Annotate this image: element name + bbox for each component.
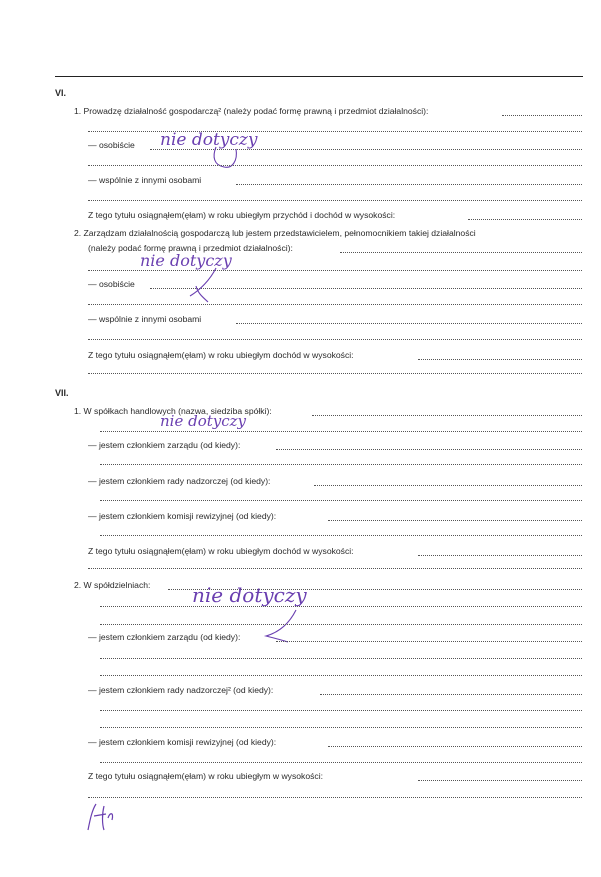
- vi-item2-joint-line[interactable]: [236, 323, 582, 324]
- vi-item2-label-line2: (należy podać formę prawną i przedmiot działalności):: [88, 243, 293, 253]
- vii-item2-line[interactable]: [100, 710, 582, 711]
- handwritten-stroke: [210, 145, 250, 175]
- section-vii-heading: VII.: [55, 388, 69, 398]
- vi-item2-line[interactable]: [88, 339, 582, 340]
- vii-item2-line[interactable]: [100, 658, 582, 659]
- vii-item2-audit-label: — jestem członkiem komisji rewizyjnej (od kiedy):: [88, 737, 277, 747]
- vii-item2-line[interactable]: [100, 675, 582, 676]
- vii-item2-supervisory-line[interactable]: [320, 694, 582, 695]
- vi-item2-line[interactable]: [88, 270, 582, 271]
- vii-item2-audit-line[interactable]: [328, 746, 582, 747]
- handwritten-stroke: [256, 608, 306, 644]
- vi-item2-joint-label: — wspólnie z innymi osobami: [88, 314, 202, 324]
- vi-item1-joint-label: — wspólnie z innymi osobami: [88, 175, 202, 185]
- vii-item2-label: 2. W spółdzielniach:: [74, 580, 151, 590]
- vii-item2-income-line[interactable]: [418, 780, 582, 781]
- vii-item1-line[interactable]: [100, 500, 582, 501]
- vii-item1-supervisory-line[interactable]: [314, 485, 582, 486]
- vi-item2-answer: nie dotyczy: [140, 251, 232, 270]
- section-vi-heading: VI.: [55, 88, 67, 98]
- vi-item2-line[interactable]: [88, 304, 582, 305]
- vii-item1-line[interactable]: [100, 431, 582, 432]
- vii-item1-line[interactable]: [100, 464, 582, 465]
- vi-item2-income-line[interactable]: [418, 359, 582, 360]
- vii-item2-line[interactable]: [100, 624, 582, 625]
- vi-item1-joint-line[interactable]: [236, 184, 582, 185]
- vii-item1-answer: nie dotyczy: [160, 412, 247, 430]
- vii-item1-audit-line[interactable]: [328, 520, 582, 521]
- vi-item2-income-label: Z tego tytułu osiągnąłem(ęłam) w roku ubiegłym dochód w wysokości:: [88, 350, 354, 360]
- vi-item2-personal-label: — osobiście: [88, 279, 135, 289]
- top-rule: [55, 76, 583, 77]
- vii-item2-answer: nie dotyczy: [192, 583, 307, 607]
- vii-item1-supervisory-label: — jestem członkiem rady nadzorczej (od kiedy):: [88, 476, 271, 486]
- vi-item1-label: 1. Prowadzę działalność gospodarczą² (należy podać formę prawną i przedmiot działalności):: [74, 106, 429, 116]
- vii-item2-line[interactable]: [88, 797, 582, 798]
- vi-item1-line[interactable]: [88, 200, 582, 201]
- vii-item2-line[interactable]: [100, 606, 582, 607]
- vi-item1-income-line[interactable]: [468, 219, 582, 220]
- vii-item1-label: 1. W spółkach handlowych (nazwa, siedziba spółki):: [74, 406, 272, 416]
- vi-item1-personal-answer: nie dotyczy: [160, 130, 258, 150]
- vi-item1-income-label: Z tego tytułu osiągnąłem(ęłam) w roku ubiegłym przychód i dochód w wysokości:: [88, 210, 396, 220]
- signature-mark: [82, 800, 122, 836]
- vii-item1-audit-label: — jestem członkiem komisji rewizyjnej (od kiedy):: [88, 511, 277, 521]
- vii-item2-line[interactable]: [100, 727, 582, 728]
- vii-item1-income-line[interactable]: [418, 555, 582, 556]
- vi-item1-personal-label: — osobiście: [88, 140, 135, 150]
- vii-item2-board-label: — jestem członkiem zarządu (od kiedy):: [88, 632, 241, 642]
- vi-item2-line[interactable]: [340, 252, 582, 253]
- vii-item2-income-label: Z tego tytułu osiągnąłem(ęłam) w roku ubiegłym w wysokości:: [88, 771, 323, 781]
- vii-item1-board-label: — jestem członkiem zarządu (od kiedy):: [88, 440, 241, 450]
- vii-item1-board-line[interactable]: [276, 449, 582, 450]
- vi-item2-label-line1: 2. Zarządzam działalnością gospodarczą lub jestem przedstawicielem, pełnomocnikiem takiej działalności: [74, 228, 476, 238]
- vii-item1-line[interactable]: [88, 568, 582, 569]
- vi-item2-line[interactable]: [88, 373, 582, 374]
- vii-item2-supervisory-label: — jestem członkiem rady nadzorczej² (od kiedy):: [88, 685, 274, 695]
- vii-item1-line[interactable]: [100, 535, 582, 536]
- handwritten-stroke: [186, 266, 226, 306]
- vii-item2-line[interactable]: [100, 762, 582, 763]
- vi-item1-line[interactable]: [88, 165, 582, 166]
- vii-item1-line[interactable]: [312, 415, 582, 416]
- vi-item1-line[interactable]: [502, 115, 582, 116]
- vii-item1-income-label: Z tego tytułu osiągnąłem(ęłam) w roku ubiegłym dochód w wysokości:: [88, 546, 354, 556]
- vii-item2-board-line[interactable]: [276, 641, 582, 642]
